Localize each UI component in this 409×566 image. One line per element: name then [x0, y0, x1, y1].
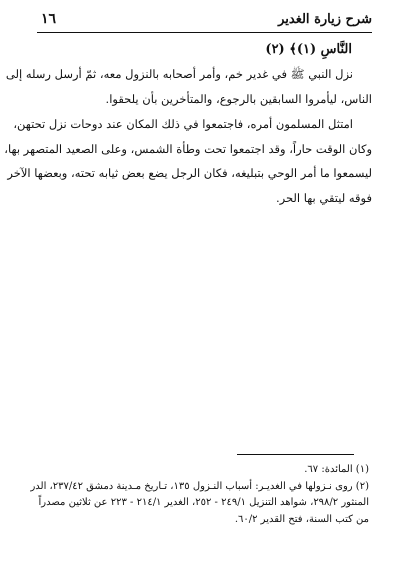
paragraph-line: فوقه ليتقي بها الحر. [275, 190, 372, 205]
footnote-2: (٢) روى نـزولها في الغديـر: أسباب النـزول ١٣٥، تـاريخ مـدينة دمشق ٢٣٧/٤٢، الدر [30, 480, 369, 492]
paragraph-2 [4, 112, 372, 210]
verse-fragment: النَّاسِ (١)﴾ (٢) [265, 42, 352, 57]
page-number: ١٦ [41, 11, 57, 27]
paragraph-line: ليسمعوا ما أمر الوحي بتبليغه، فكان الرجل يضع بعض ثيابه تحته، وبعضها الآخر [7, 166, 372, 180]
running-header [37, 10, 372, 33]
header-title: شرح زيارة الغدير [278, 12, 372, 27]
footnote-1: (١) المائدة: ٦٧. [304, 464, 369, 475]
paragraph-line: وكان الوقت حاراً، وقد اجتمعوا تحت وطأة الشمس، وعلى الصعيد المتصهر بها، [4, 141, 372, 156]
paragraph-line: نزل النبي ﷺ في غدير خم، وأمر أصحابه بالنزول معه، ثمّ أرسل رسله إلى [5, 67, 353, 81]
footnotes [30, 462, 369, 528]
footnote-2-continued: من كتب السنة، فتح القدير ٦٠/٢. [234, 513, 369, 525]
footnote-2-continued: المنثور ٢٩٨/٢، شواهد التنزيل ٢٤٩/١ - ٢٥٢، الغدير ٢١٤/١ - ٢٢٣ عن ثلاثين مصدراً [38, 497, 369, 508]
paragraph-line: امتثل المسلمون أمره، فاجتمعوا في ذلك المكان عند دوحات نزل تحتهن، [13, 117, 353, 131]
footnote-separator [237, 454, 354, 455]
paragraph-1 [5, 62, 372, 111]
paragraph-line: الناس، ليأمروا السابقين بالرجوع، والمتأخرين بأن يلحقوا. [105, 91, 372, 106]
